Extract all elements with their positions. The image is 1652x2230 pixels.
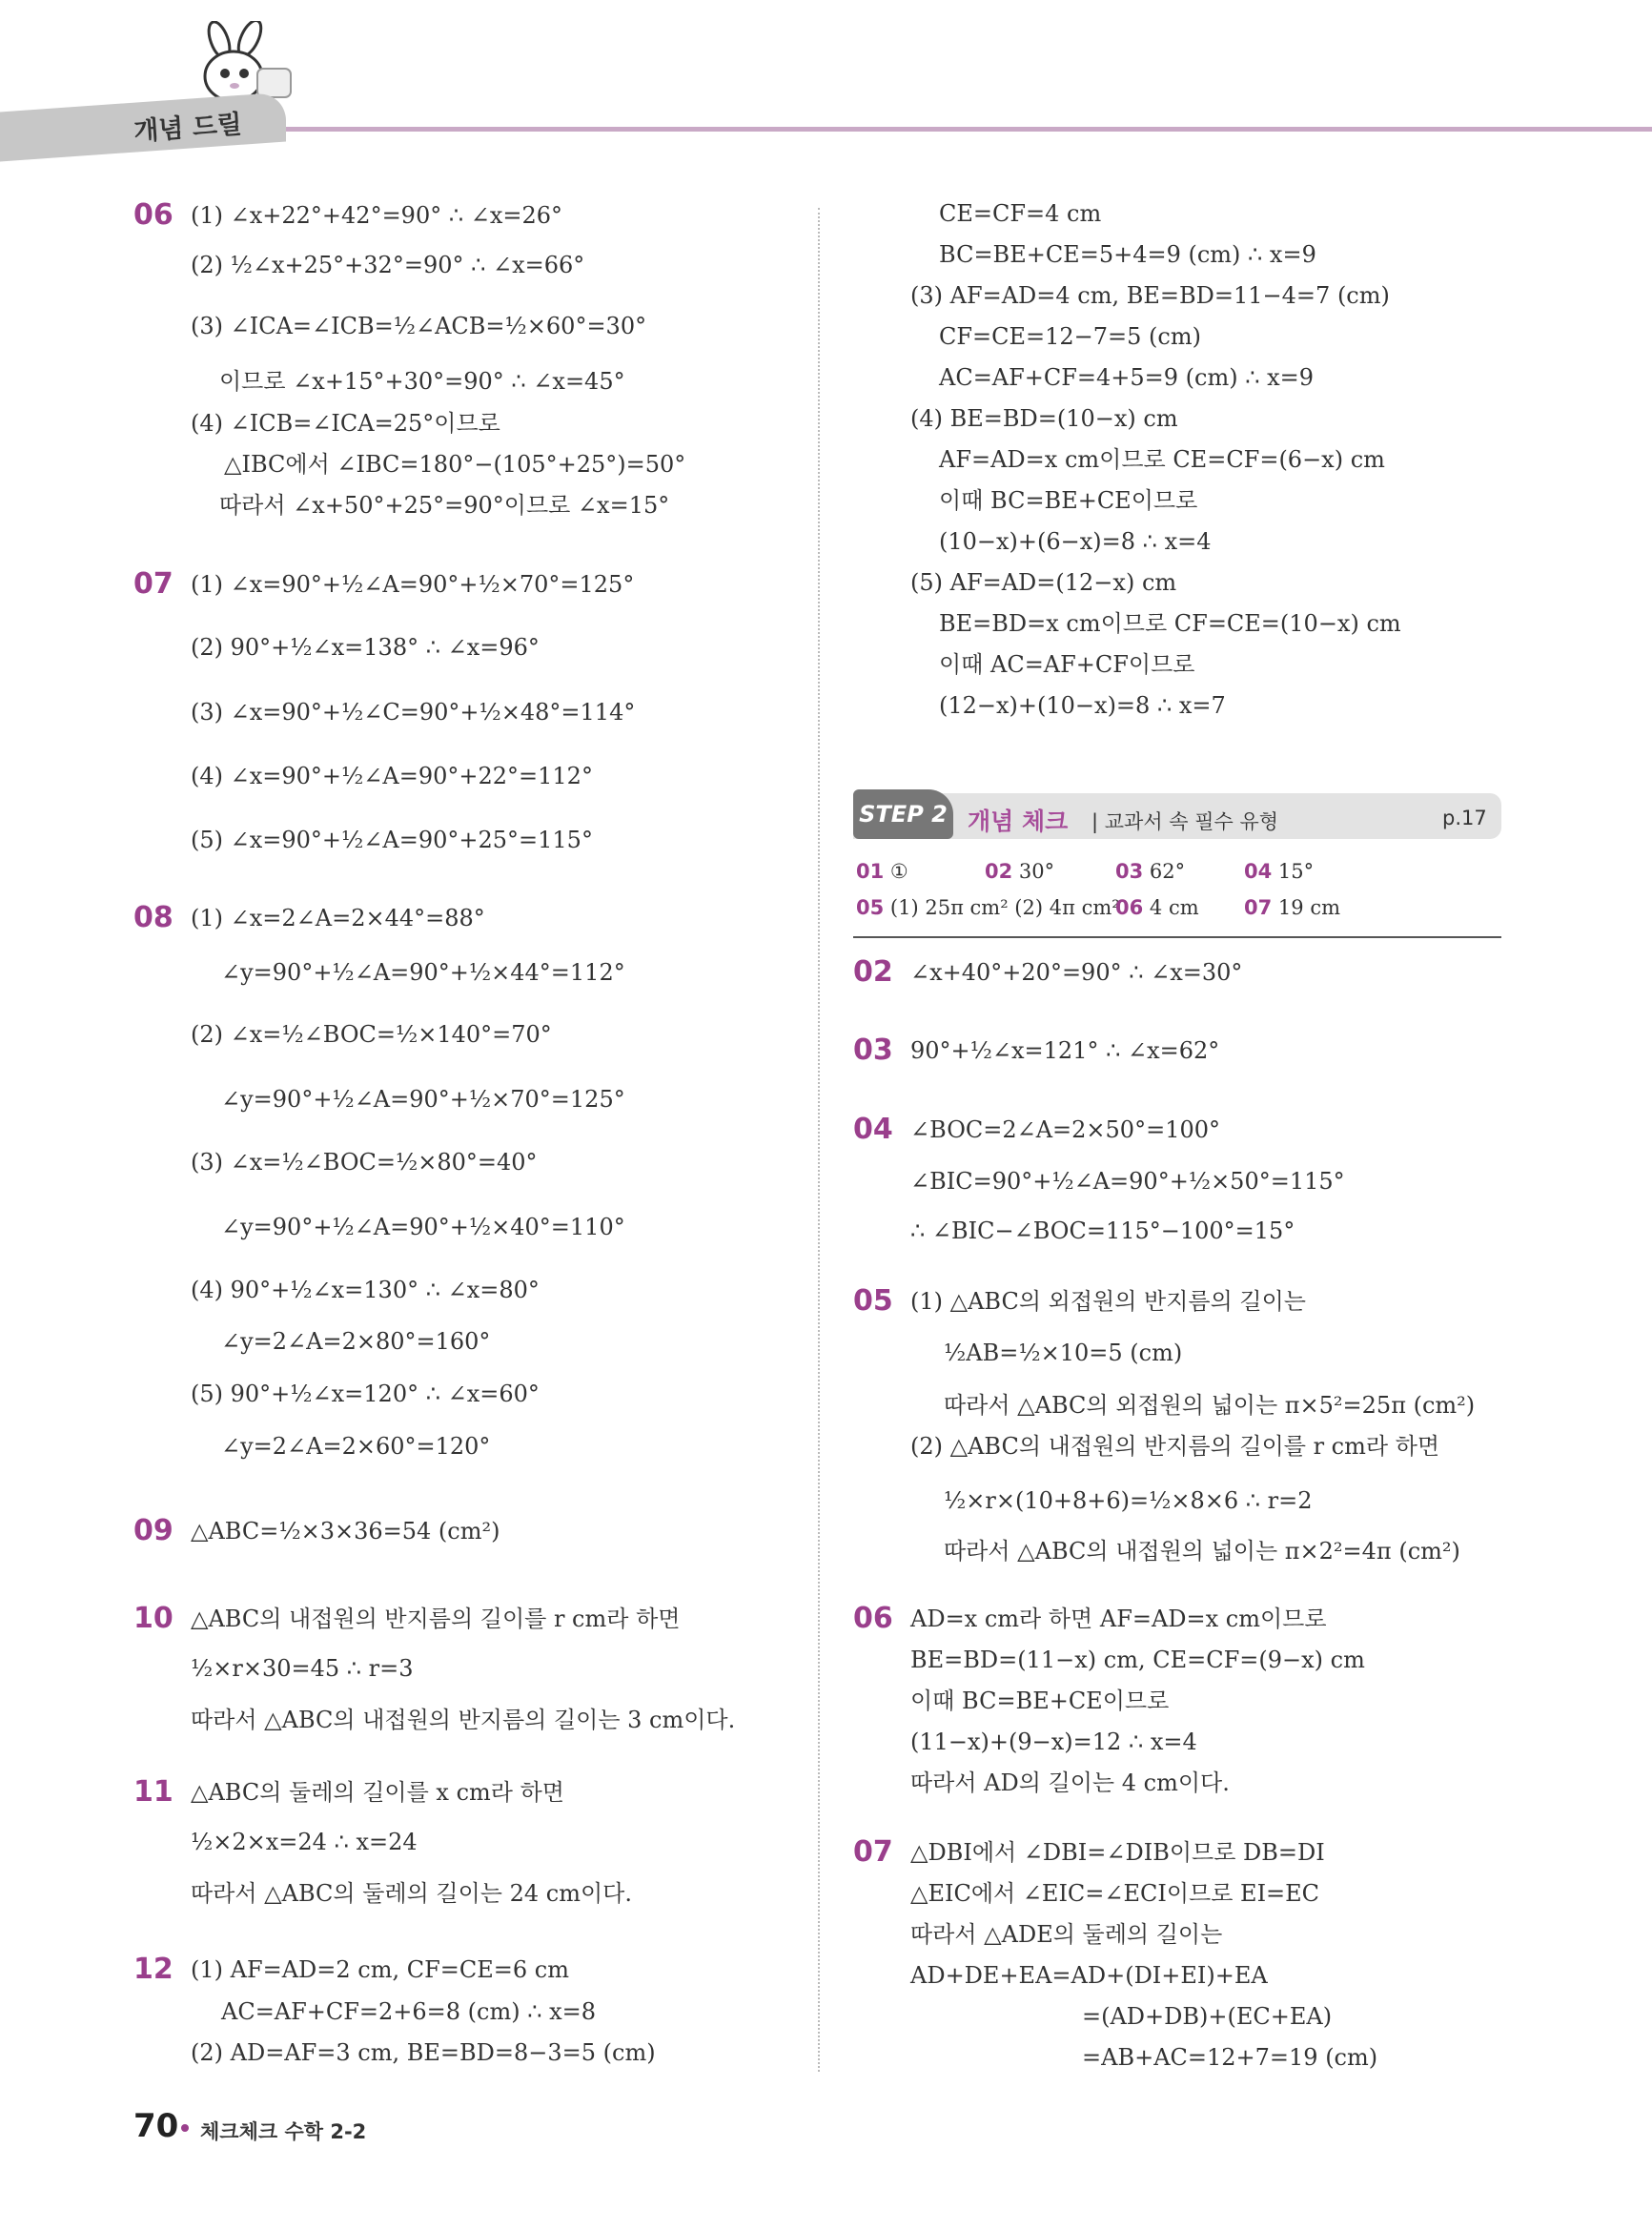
answer-value: 15°	[1277, 860, 1315, 883]
solution-line: 따라서 △ADE의 둘레의 길이는	[910, 1921, 1223, 1948]
solution-line: △IBC에서 ∠IBC=180°−(105°+25°)=50°	[224, 451, 686, 478]
solution-line: (2) 90°+½∠x=138° ∴ ∠x=96°	[191, 634, 540, 661]
solution-line: (5) AF=AD=(12−x) cm	[910, 569, 1177, 596]
solution-line: (1) ∠x=90°+½∠A=90°+½×70°=125°	[191, 571, 635, 598]
answer-number: 07	[1244, 896, 1273, 919]
solution-line: (12−x)+(10−x)=8 ∴ x=7	[939, 692, 1226, 719]
solution-line: 따라서 ∠x+50°+25°=90°이므로 ∠x=15°	[219, 492, 670, 519]
solution-line: ∴ ∠BIC−∠BOC=115°−100°=15°	[910, 1217, 1295, 1244]
solution-line: AC=AF+CF=4+5=9 (cm) ∴ x=9	[939, 364, 1315, 391]
solution-line: (5) 90°+½∠x=120° ∴ ∠x=60°	[191, 1381, 540, 1407]
solution-line: ∠BIC=90°+½∠A=90°+½×50°=115°	[910, 1168, 1345, 1195]
solution-line: ∠y=90°+½∠A=90°+½×70°=125°	[221, 1086, 625, 1113]
solution-line: (1) △ABC의 외접원의 반지름의 길이는	[910, 1288, 1306, 1315]
answer-value: (1) 25π cm² (2) 4π cm²	[889, 896, 1120, 919]
solution-line: (3) ∠x=90°+½∠C=90°+½×48°=114°	[191, 699, 636, 726]
solution-line: CE=CF=4 cm	[939, 200, 1102, 227]
solution-line: 이때 AC=AF+CF이므로	[939, 651, 1195, 678]
section-title: 개념 드릴	[133, 110, 243, 147]
problem-number: 11	[133, 1775, 173, 1809]
solution-line: ∠y=2∠A=2×60°=120°	[221, 1433, 491, 1460]
answer-value: 4 cm	[1149, 896, 1199, 919]
solution-line: (1) ∠x+22°+42°=90° ∴ ∠x=26°	[191, 202, 563, 229]
book-title: 체크체크 수학 2-2	[200, 2120, 367, 2143]
solution-line: =AB+AC=12+7=19 (cm)	[1082, 2044, 1378, 2071]
solution-line: ∠y=90°+½∠A=90°+½×44°=112°	[221, 959, 625, 986]
column-divider	[818, 208, 820, 2072]
problem-number: 06	[853, 1602, 893, 1635]
step-badge: STEP 2	[853, 789, 953, 839]
quick-answer	[1115, 896, 1199, 919]
solution-line: BE=BD=(11−x) cm, CE=CF=(9−x) cm	[910, 1647, 1365, 1673]
problem-number: 03	[853, 1033, 893, 1067]
solution-line: (3) ∠ICA=∠ICB=½∠ACB=½×60°=30°	[191, 313, 647, 339]
problem-number: 10	[133, 1602, 173, 1635]
problem-number: 06	[133, 198, 173, 232]
solution-line: ∠x+40°+20°=90° ∴ ∠x=30°	[910, 959, 1243, 986]
answer-number: 01	[856, 860, 885, 883]
solution-line: (1) AF=AD=2 cm, CF=CE=6 cm	[191, 1956, 569, 1983]
solution-line: (1) ∠x=2∠A=2×44°=88°	[191, 905, 485, 931]
answer-number: 05	[856, 896, 885, 919]
problem-number: 05	[853, 1284, 893, 1318]
solution-line: (2) ∠x=½∠BOC=½×140°=70°	[191, 1021, 552, 1048]
problem-number: 09	[133, 1514, 173, 1547]
solution-line: 이므로 ∠x+15°+30°=90° ∴ ∠x=45°	[219, 368, 625, 395]
solution-line: △EIC에서 ∠EIC=∠ECI이므로 EI=EC	[910, 1880, 1320, 1907]
answer-number: 03	[1115, 860, 1144, 883]
solution-line: ½×r×(10+8+6)=½×8×6 ∴ r=2	[944, 1487, 1313, 1514]
solution-line: 90°+½∠x=121° ∴ ∠x=62°	[910, 1037, 1220, 1064]
solution-line: AF=AD=x cm이므로 CE=CF=(6−x) cm	[939, 446, 1385, 473]
solution-line: (11−x)+(9−x)=12 ∴ x=4	[910, 1729, 1197, 1755]
solution-line: △ABC의 둘레의 길이를 x cm라 하면	[191, 1779, 564, 1806]
problem-number: 12	[133, 1953, 173, 1986]
solution-line: △ABC의 내접원의 반지름의 길이를 r cm라 하면	[191, 1606, 681, 1632]
solution-line: (10−x)+(6−x)=8 ∴ x=4	[939, 528, 1212, 555]
solution-line: (4) ∠x=90°+½∠A=90°+22°=112°	[191, 763, 593, 789]
quick-answer	[1244, 860, 1314, 883]
solution-line: 따라서 △ABC의 둘레의 길이는 24 cm이다.	[191, 1880, 632, 1907]
quick-answer	[856, 860, 908, 883]
quick-answer	[1244, 896, 1340, 919]
solution-line: 따라서 △ABC의 내접원의 반지름의 길이는 3 cm이다.	[191, 1707, 736, 1733]
header-rule	[286, 127, 1652, 132]
solution-line: 이때 BC=BE+CE이므로	[939, 487, 1198, 514]
problem-number: 04	[853, 1113, 893, 1146]
solution-line: 따라서 AD의 길이는 4 cm이다.	[910, 1770, 1230, 1796]
problem-number: 08	[133, 901, 173, 934]
solution-line: 따라서 △ABC의 내접원의 넓이는 π×2²=4π (cm²)	[944, 1538, 1460, 1565]
solution-line: ∠BOC=2∠A=2×50°=100°	[910, 1116, 1220, 1143]
solution-line: ½×r×30=45 ∴ r=3	[191, 1655, 414, 1682]
solution-line: ½AB=½×10=5 (cm)	[944, 1340, 1183, 1366]
answer-value: ①	[889, 860, 908, 883]
answer-value: 62°	[1149, 860, 1186, 883]
page-number: 70	[133, 2107, 179, 2145]
solution-line: (3) AF=AD=4 cm, BE=BD=11−4=7 (cm)	[910, 282, 1390, 309]
solution-line: (2) AD=AF=3 cm, BE=BD=8−3=5 (cm)	[191, 2039, 656, 2066]
solution-line: (5) ∠x=90°+½∠A=90°+25°=115°	[191, 827, 593, 853]
solution-line: 이때 BC=BE+CE이므로	[910, 1688, 1170, 1714]
solution-line: (4) ∠ICB=∠ICA=25°이므로	[191, 410, 500, 437]
solution-line: AD+DE+EA=AD+(DI+EI)+EA	[910, 1962, 1268, 1989]
solution-line: (2) △ABC의 내접원의 반지름의 길이를 r cm라 하면	[910, 1433, 1440, 1460]
problem-number: 07	[133, 567, 173, 601]
solution-line: 따라서 △ABC의 외접원의 넓이는 π×5²=25π (cm²)	[944, 1392, 1476, 1419]
quick-answer	[856, 896, 1120, 919]
solution-line: CF=CE=12−7=5 (cm)	[939, 323, 1201, 350]
quick-answer	[1115, 860, 1185, 883]
answer-divider	[853, 936, 1501, 938]
problem-number: 02	[853, 955, 893, 989]
solution-line: (2) ½∠x+25°+32°=90° ∴ ∠x=66°	[191, 252, 585, 278]
solution-line: ½×2×x=24 ∴ x=24	[191, 1829, 418, 1855]
step-page-ref: p.17	[1442, 807, 1487, 829]
problem-number: 07	[853, 1835, 893, 1869]
solution-line: BC=BE+CE=5+4=9 (cm) ∴ x=9	[939, 241, 1316, 268]
answer-value: 19 cm	[1277, 896, 1340, 919]
solution-line: ∠y=2∠A=2×80°=160°	[221, 1328, 491, 1355]
step-title: 개념 체크	[968, 808, 1069, 835]
answer-number: 02	[985, 860, 1013, 883]
solution-line: (4) 90°+½∠x=130° ∴ ∠x=80°	[191, 1277, 540, 1303]
answer-value: 30°	[1018, 860, 1055, 883]
footer-bullet	[181, 2124, 189, 2132]
step-subtitle: | 교과서 속 필수 유형	[1091, 810, 1279, 833]
solution-line: AD=x cm라 하면 AF=AD=x cm이므로	[910, 1606, 1327, 1632]
solution-line: ∠y=90°+½∠A=90°+½×40°=110°	[221, 1214, 625, 1240]
solution-line: AC=AF+CF=2+6=8 (cm) ∴ x=8	[221, 1998, 597, 2025]
solution-line: △DBI에서 ∠DBI=∠DIB이므로 DB=DI	[910, 1839, 1325, 1866]
solution-line: (4) BE=BD=(10−x) cm	[910, 405, 1178, 432]
answer-number: 04	[1244, 860, 1273, 883]
solution-line: △ABC=½×3×36=54 (cm²)	[191, 1518, 500, 1545]
solution-line: BE=BD=x cm이므로 CF=CE=(10−x) cm	[939, 610, 1401, 637]
answer-number: 06	[1115, 896, 1144, 919]
solution-line: =(AD+DB)+(EC+EA)	[1082, 2003, 1333, 2030]
solution-line: (3) ∠x=½∠BOC=½×80°=40°	[191, 1149, 538, 1176]
quick-answer	[985, 860, 1054, 883]
